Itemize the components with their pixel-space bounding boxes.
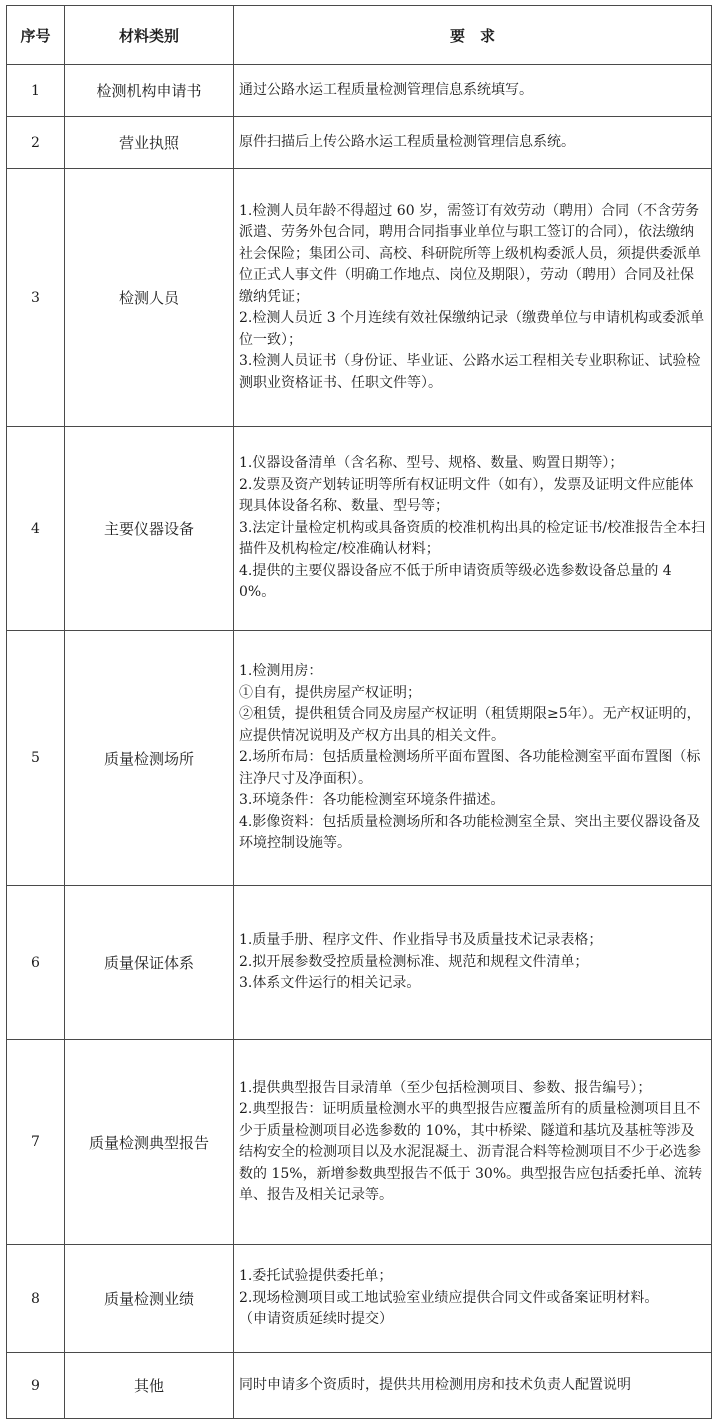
requirement-line: 1.检测人员年龄不得超过 60 岁，需签订有效劳动（聘用）合同（不含劳务派遣、劳务外包合同，聘用合同指事业单位与职工签订的合同），依法缴纳社会保险；集团公司、高校、科研院所等上级机构委派人员，须提供委派单位正式人事文件（明确工作地点、岗位及期限），劳动（聘用）合同及社保缴纳凭证；: [239, 202, 701, 305]
row-requirement: [234, 169, 712, 427]
requirement-line: 2.发票及资产划转证明等所有权证明文件（如有），发票及证明文件应能体现具体设备名称、数量、型号等；: [239, 476, 694, 515]
row-seq: 1: [7, 65, 65, 117]
row-seq: 8: [7, 1245, 65, 1353]
table-row: [7, 1353, 712, 1419]
row-requirement: [234, 1353, 712, 1419]
table-row: [7, 427, 712, 631]
header-requirement: 要 求: [234, 6, 712, 65]
row-seq: 6: [7, 886, 65, 1040]
requirement-line: 通过公路水运工程质量检测管理信息系统填写。: [239, 81, 533, 98]
requirement-line: ①自有，提供房屋产权证明；: [239, 684, 421, 701]
row-seq: 9: [7, 1353, 65, 1419]
requirements-table: [6, 5, 712, 1419]
row-category: 质量检测场所: [65, 631, 234, 886]
table-row: [7, 631, 712, 886]
row-requirement: [234, 117, 712, 169]
requirement-line: 1.仪器设备清单（含名称、型号、规格、数量、购置日期等）；: [239, 455, 624, 472]
row-requirement: [234, 886, 712, 1040]
requirement-line: 3.检测人员证书（身份证、毕业证、公路水运工程相关专业职称证、试验检测职业资格证书、任职文件等）。: [239, 353, 701, 391]
row-seq: 4: [7, 427, 65, 631]
table-row: [7, 169, 712, 427]
row-requirement: [234, 1245, 712, 1353]
row-seq: 3: [7, 169, 65, 427]
requirement-line: ②租赁，提供租赁合同及房屋产权证明（租赁期限≥5年）。无产权证明的，应提供情况说明及产权方出具的相关文件。: [239, 706, 701, 744]
requirement-line: 2.拟开展参数受控质量检测标准、规范和规程文件清单；: [239, 953, 589, 970]
requirement-line: 2.检测人员近 3 个月连续有效社保缴纳记录（缴费单位与申请机构或委派单位一致）；: [239, 310, 705, 348]
row-category: 主要仪器设备: [65, 427, 234, 631]
requirement-line: 1.质量手册、程序文件、作业指导书及质量技术记录表格；: [239, 932, 603, 949]
row-category: 检测机构申请书: [65, 65, 234, 117]
requirement-line: 4.提供的主要仪器设备应不低于所申请资质等级必选参数设备总量的 40%。: [239, 562, 672, 601]
requirement-line: 4.影像资料：包括质量检测场所和各功能检测室全景、突出主要仪器设备及环境控制设施等。: [239, 813, 701, 852]
row-category: 其他: [65, 1353, 234, 1419]
requirement-line: 3.环境条件：各功能检测室环境条件描述。: [239, 792, 505, 809]
requirement-line: （申请资质延续时提交）: [239, 1311, 393, 1328]
row-requirement: [234, 631, 712, 886]
header-seq: 序号: [7, 6, 65, 65]
table-row: [7, 65, 712, 117]
row-category: 质量保证体系: [65, 886, 234, 1040]
requirement-line: 2.典型报告：证明质量检测水平的典型报告应覆盖所有的质量检测项目且不少于质量检测项目必选参数的 10%，其中桥梁、隧道和基坑及基桩等涉及结构安全的检测项目以及水泥混凝土、沥青混合料等检测项目不少于必选参数的 15%，新增参数典型报告不低于 30%。典型报告应包括委托单、流转单、报告及相关记录等。: [239, 1101, 703, 1203]
row-category: 营业执照: [65, 117, 234, 169]
row-category: 质量检测业绩: [65, 1245, 234, 1353]
requirement-line: 3.法定计量检定机构或具备资质的校准机构出具的检定证书/校准报告全本扫描件及机构检定/校准确认材料；: [239, 519, 706, 558]
row-seq: 2: [7, 117, 65, 169]
header-row: [7, 6, 712, 65]
row-seq: 7: [7, 1040, 65, 1245]
table-row: [7, 117, 712, 169]
row-category: 质量检测典型报告: [65, 1040, 234, 1245]
requirement-line: 同时申请多个资质时，提供共用检测用房和技术负责人配置说明: [239, 1376, 631, 1393]
requirement-line: 原件扫描后上传公路水运工程质量检测管理信息系统。: [239, 133, 575, 150]
requirement-line: 3.体系文件运行的相关记录。: [239, 975, 421, 992]
row-requirement: [234, 1040, 712, 1245]
row-category: 检测人员: [65, 169, 234, 427]
table-row: [7, 1245, 712, 1353]
table-row: [7, 1040, 712, 1245]
row-requirement: [234, 65, 712, 117]
requirement-line: 2.场所布局：包括质量检测场所平面布置图、各功能检测室平面布置图（标注净尺寸及净面积）。: [239, 749, 701, 787]
header-category: 材料类别: [65, 6, 234, 65]
requirement-line: 1.委托试验提供委托单；: [239, 1268, 393, 1285]
requirement-line: 1.提供典型报告目录清单（至少包括检测项目、参数、报告编号）；: [239, 1079, 652, 1096]
row-seq: 5: [7, 631, 65, 886]
requirement-line: 2.现场检测项目或工地试验室业绩应提供合同文件或备案证明材料。: [239, 1289, 659, 1306]
requirement-line: 1.检测用房：: [239, 663, 323, 680]
table-row: [7, 886, 712, 1040]
row-requirement: [234, 427, 712, 631]
